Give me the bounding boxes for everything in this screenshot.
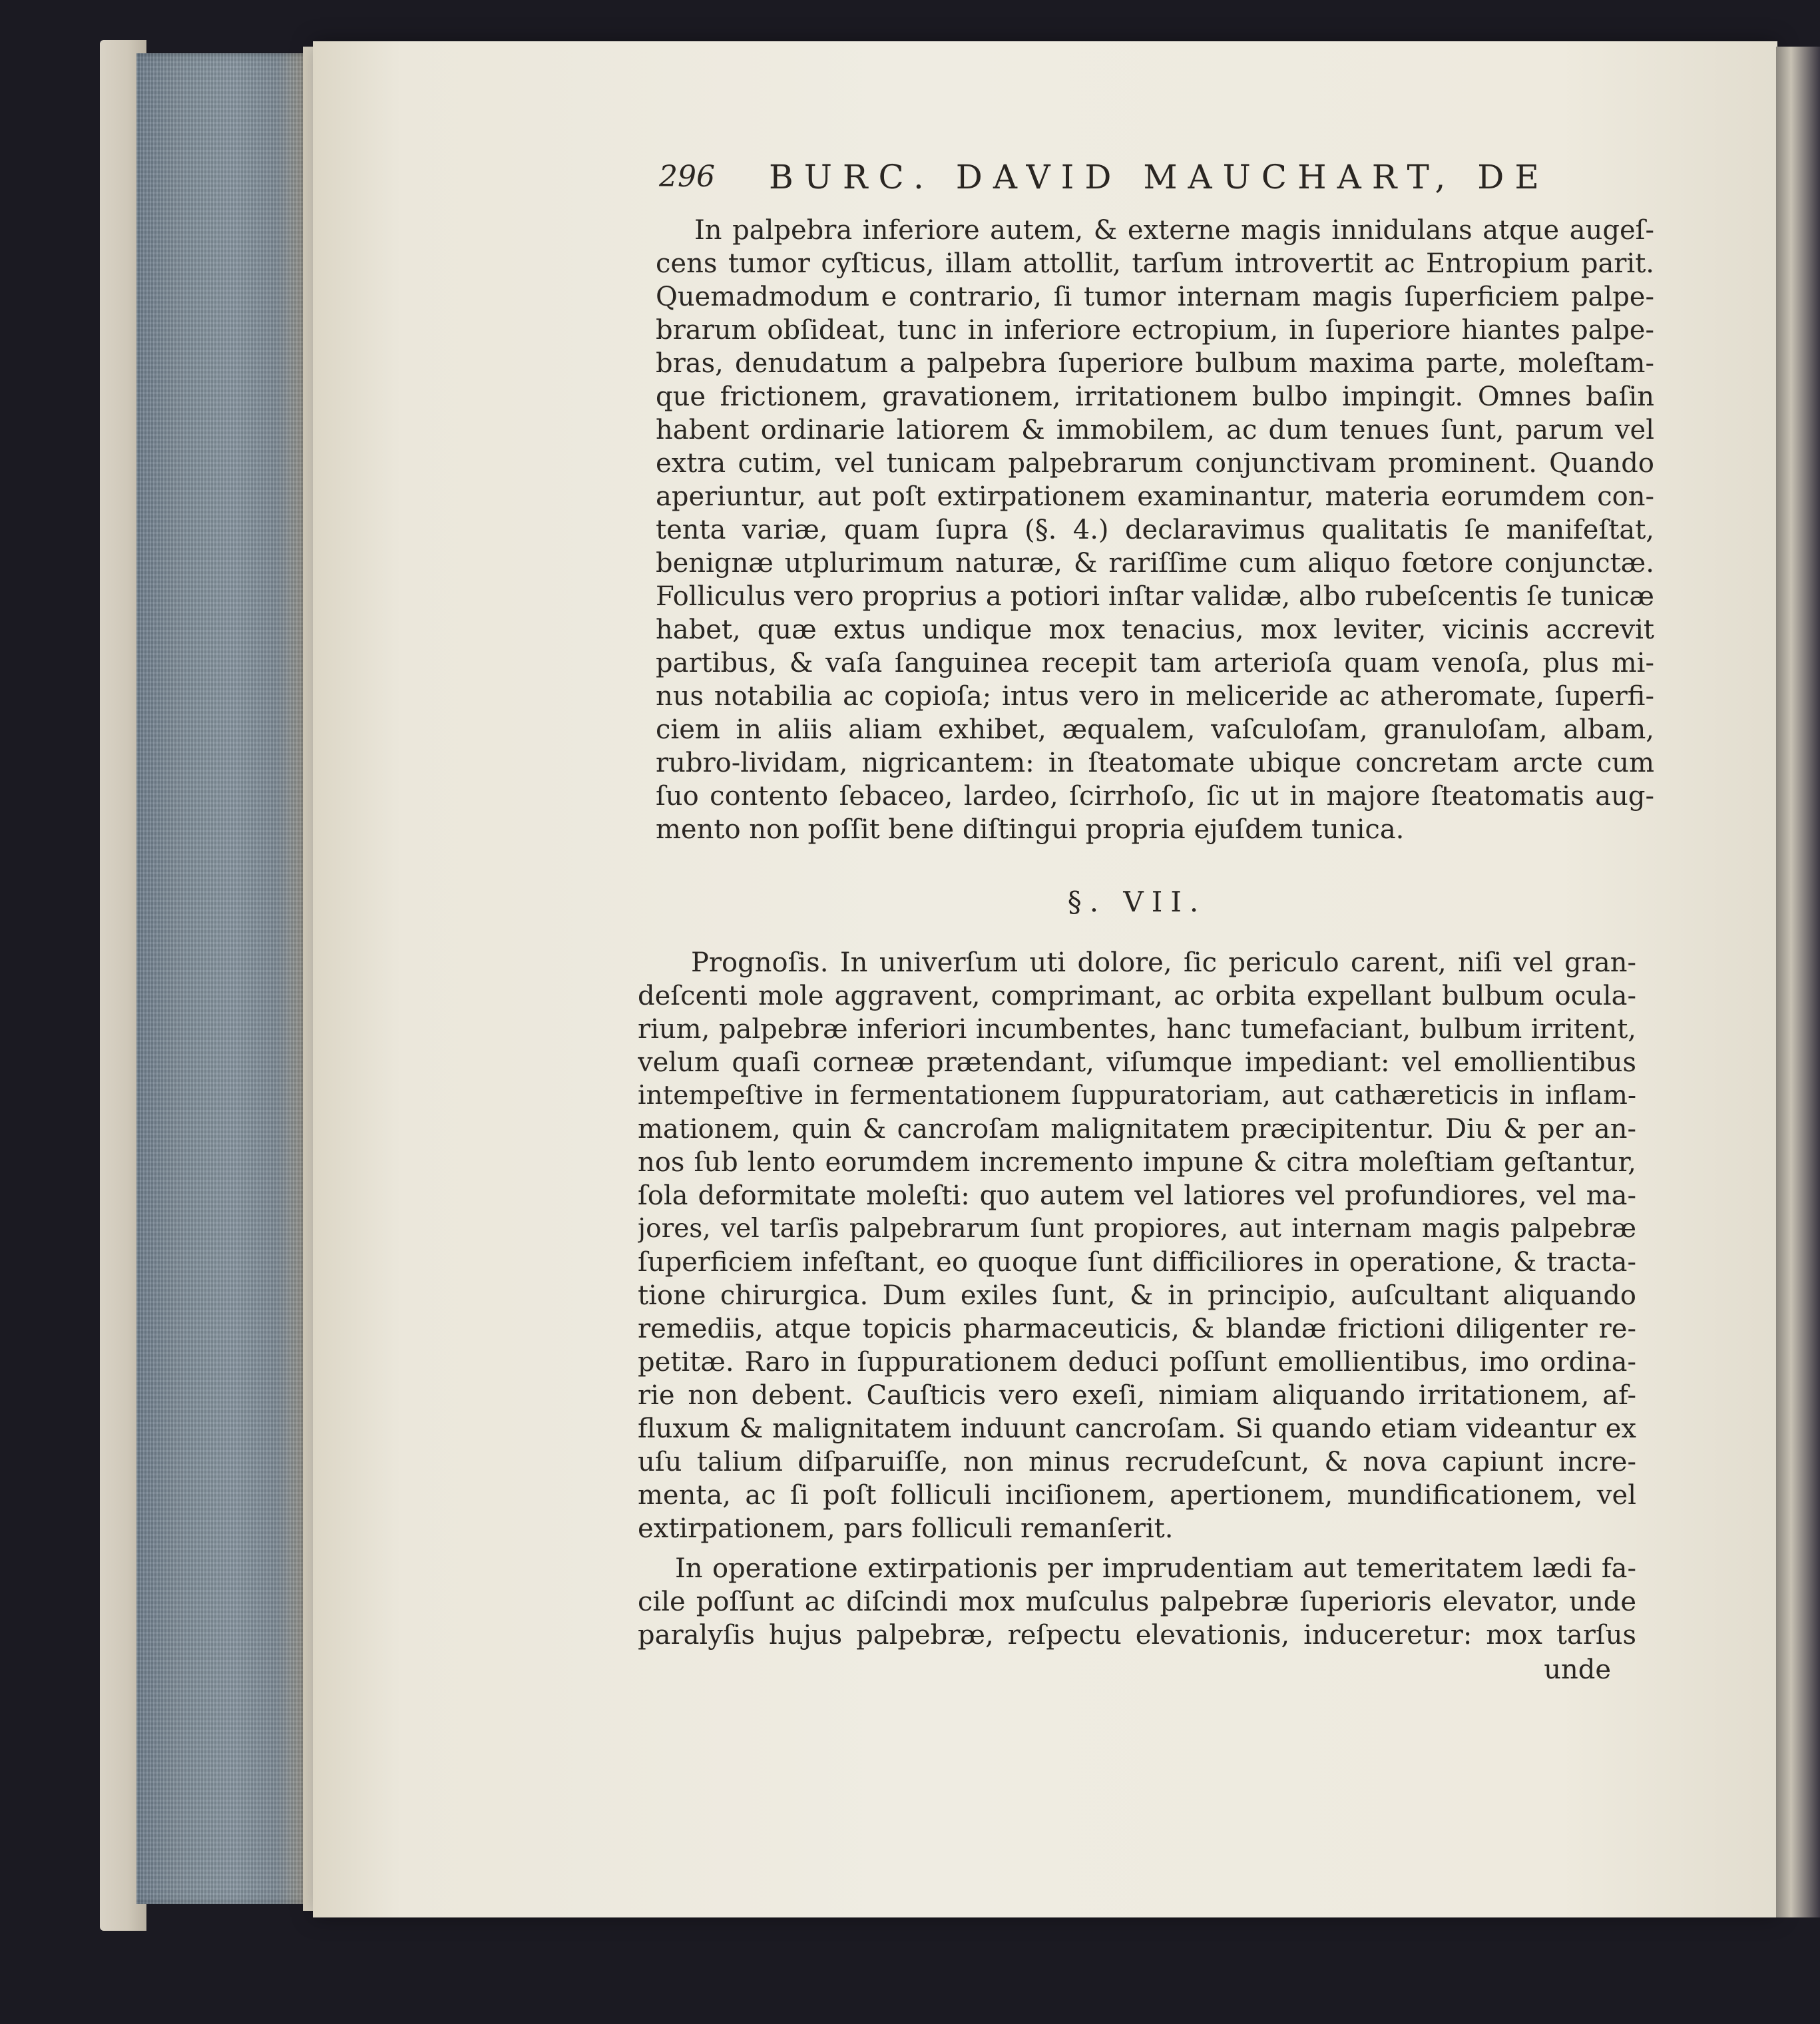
text-line: petitæ. Raro in ſuppurationem deduci poſſunt emollientibus, imo ordina- xyxy=(638,1347,1636,1378)
text-line: fluxum & malignitatem induunt cancroſam. Si quando etiam videantur ex xyxy=(638,1413,1636,1444)
text-line: cile poſſunt ac diſcindi mox muſculus palpebræ ſuperioris elevator, unde xyxy=(638,1587,1636,1617)
text-line: In operatione extirpationis per imprudentiam aut temeritatem lædi fa- xyxy=(675,1553,1636,1584)
text-line: cens tumor cyſticus, illam attollit, tarſum introvertit ac Entropium parit. xyxy=(656,248,1654,279)
text-line: tione chirurgica. Dum exiles ſunt, & in principio, auſcultant aliquando xyxy=(638,1280,1636,1311)
text-line: que frictionem, gravationem, irritationem bulbo impingit. Omnes baſin xyxy=(656,381,1654,412)
text-line: intempeſtive in fermentationem ſuppuratoriam, aut cathæreticis in inflam- xyxy=(638,1081,1636,1111)
text-line: rium, palpebræ inferiori incumbentes, hanc tumefaciant, bulbum irritent, xyxy=(638,1014,1636,1045)
text-line: extra cutim, vel tunicam palpebrarum conjunctivam prominent. Quando xyxy=(656,448,1654,479)
text-line: remediis, atque topicis pharmaceuticis, & blandæ frictioni diligenter re- xyxy=(638,1314,1636,1344)
text-line: benignæ utplurimum naturæ, & rariſſime cum aliquo fœtore conjunctæ. xyxy=(656,548,1654,579)
page-block-edge xyxy=(136,53,313,1904)
text-line: paralyſis hujus palpebræ, reſpectu elevationis, induceretur: mox tarſus xyxy=(638,1620,1636,1650)
text-line: nos ſub lento eorumdem incremento impune & citra moleſtiam geſtantur, xyxy=(638,1147,1636,1178)
text-line: extirpationem, pars folliculi remanſerit. xyxy=(638,1513,1174,1544)
text-line: Folliculus vero proprius a potiori inſtar validæ, albo rubeſcentis ſe tunicæ xyxy=(656,581,1654,612)
text-line: mento non poſſit bene diſtingui propria ejuſdem tunica. xyxy=(656,814,1405,845)
text-line: bras, denudatum a palpebra ſuperiore bulbum maxima parte, moleſtam- xyxy=(656,348,1654,379)
text-line: uſu talium diſparuiſſe, non minus recrudeſcunt, & nova capiunt incre- xyxy=(638,1447,1636,1477)
text-line: jores, vel tarſis palpebrarum ſunt propiores, aut internam magis palpebræ xyxy=(638,1214,1636,1244)
page-number: 296 xyxy=(659,160,715,194)
text-line: In palpebra inferiore autem, & externe magis innidulans atque augeſ- xyxy=(694,215,1654,246)
page-header xyxy=(659,157,1558,197)
text-line: Prognoſis. In univerſum uti dolore, ſic periculo carent, niſi vel gran- xyxy=(691,947,1636,978)
text-line: mationem, quin & cancroſam malignitatem præcipitentur. Diu & per an- xyxy=(638,1114,1636,1144)
text-line: nus notabilia ac copioſa; intus vero in meliceride ac atheromate, ſuperfi- xyxy=(656,681,1654,712)
text-line: velum quaſi corneæ prætendant, viſumque impediant: vel emollientibus xyxy=(638,1047,1636,1078)
text-line: rubro-lividam, nigricantem: in ſteatomate ubique concretam arcte cum xyxy=(656,748,1654,778)
section-heading: §. VII. xyxy=(1067,886,1207,918)
text-line: habent ordinarie latiorem & immobilem, ac dum tenues ſunt, parum vel xyxy=(656,415,1654,445)
background-shadow xyxy=(1791,47,1820,1917)
text-line: habet, quæ extus undique mox tenacius, mox leviter, vicinis accrevit xyxy=(656,615,1654,645)
catchword: unde xyxy=(1544,1654,1611,1685)
text-line: brarum obſideat, tunc in inferiore ectropium, in ſuperiore hiantes palpe- xyxy=(656,315,1654,346)
text-line: rie non debent. Cauſticis vero exeſi, nimiam aliquando irritationem, af- xyxy=(638,1380,1636,1411)
running-head: BURC. DAVID MAUCHART, DE xyxy=(769,158,1550,196)
text-line: aperiuntur, aut poſt extirpationem examinantur, materia eorumdem con- xyxy=(656,481,1654,512)
text-line: ſuperficiem infeſtant, eo quoque ſunt difficiliores in operatione, & tracta- xyxy=(638,1247,1636,1278)
text-line: ſuo contento ſebaceo, lardeo, ſcirrhoſo, ſic ut in majore ſteatomatis aug- xyxy=(656,781,1654,812)
text-line: ſola deformitate moleſti: quo autem vel latiores vel profundiores, vel ma- xyxy=(638,1180,1636,1211)
text-line: tenta variæ, quam ſupra (§. 4.) declaravimus qualitatis ſe manifeſtat, xyxy=(656,515,1654,545)
text-line: menta, ac ſi poſt folliculi inciſionem, apertionem, mundificationem, vel xyxy=(638,1480,1636,1511)
text-line: ciem in aliis aliam exhibet, æqualem, vaſculoſam, granuloſam, albam, xyxy=(656,714,1654,745)
text-line: partibus, & vaſa ſanguinea recepit tam arterioſa quam venoſa, plus mi- xyxy=(656,648,1654,678)
text-line: Quemadmodum e contrario, ſi tumor internam magis ſuperficiem palpe- xyxy=(656,282,1654,312)
text-line: deſcenti mole aggravent, comprimant, ac orbita expellant bulbum ocula- xyxy=(638,981,1636,1011)
